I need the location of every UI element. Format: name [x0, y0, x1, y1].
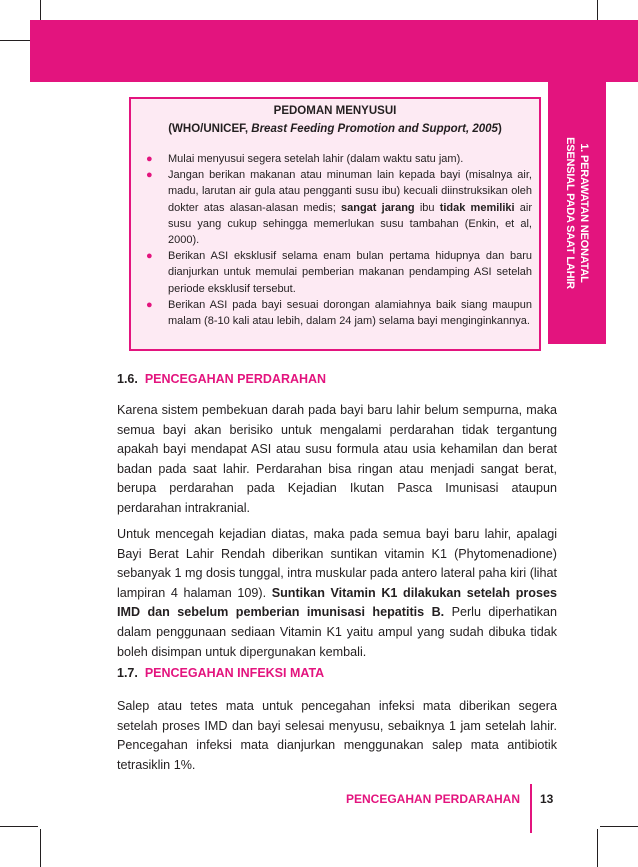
section-title: PENCEGAHAN PERDARAHAN [144, 372, 327, 386]
page-number: 13 [540, 792, 554, 806]
crop-mark [597, 829, 598, 867]
footer-divider [530, 784, 532, 833]
paragraph-vitamin-k1: Untuk mencegah kejadian diatas, maka pada semua bayi baru lahir, apalagi Bayi Berat Lahir Rendah diberikan suntikan vitamin K1 (Phytomenadione) sebanyak 1 mg dosis tunggal, intra muskular pada antero lateral paha kiri (lihat lampiran 4 halaman 109). Suntikan Vitamin K1 dilakukan setelah proses IMD dan sebelum pemberian imunisasi hepatitis B. Perlu diperhatikan dalam penggunaan sediaan Vitamin K1 yaitu ampul yang sudah dibuka tidak boleh disimpan untuk dipergunakan kembali. [117, 527, 558, 659]
guideline-item: ● Jangan berikan makanan atau minuman lain kepada bayi (misalnya air, madu, larutan air gula atau pengganti susu ibu) kecuali diinstruksikan oleh dokter atas alasan-alasan medis; sangat jarang ibu tidak memiliki air susu yang cukup sehingga memerlukan susu tambahan (Enkin, et al, 2000). [146, 169, 533, 247]
guideline-item: ● Mulai menyusui segera setelah lahir (dalam waktu satu jam). [146, 151, 532, 167]
guideline-title: PEDOMAN MENYUSUI [273, 105, 397, 117]
guideline-list [146, 151, 532, 329]
section-number: 1.7. [117, 666, 138, 680]
bullet-icon: ● [146, 169, 153, 182]
guideline-source-title: Breast Feeding Promotion and Support, 2005 [251, 123, 498, 135]
section-number: 1.6. [117, 372, 138, 386]
bullet-icon: ● [146, 153, 153, 165]
bullet-icon: ● [146, 250, 153, 263]
bullet-icon: ● [146, 298, 153, 311]
header-band [30, 20, 638, 82]
vitamin-k1-emphasis: Suntikan Vitamin K1 dilakukan setelah proses IMD dan sebelum pemberian imunisasi hepatitis B. [117, 585, 558, 620]
guideline-subtitle: (WHO/UNICEF, Breast Feeding Promotion and Support, 2005) [168, 123, 502, 135]
side-tab-line-1: 1. PERAWATAN NEONATAL [578, 143, 591, 283]
crop-mark [40, 829, 41, 867]
running-footer-title: PENCEGAHAN PERDARAHAN [345, 792, 520, 806]
paragraph-bleeding-risk: Karena sistem pembekuan darah pada bayi baru lahir belum sempurna, maka semua bayi akan berisiko untuk mengalami perdarahan tidak tergantung apakah bayi mendapat ASI atau susu formula atau usia kehamilan dan berat badan pada saat lahir. Perdarahan bisa ringan atau menjadi sangat berat, berupa perdarahan pada Kejadian Ikutan Pasca Imunisasi ataupun perdarahan intrakranial. [117, 403, 557, 515]
paragraph-eye-infection: Salep atau tetes mata untuk pencegahan infeksi mata diberikan segera setelah proses IMD dan bayi selesai menyusu, sebaiknya 1 jam setelah lahir. Pencegahan infeksi mata dianjurkan menggunakan salep mata antibiotik tetrasiklin 1%. [117, 699, 557, 772]
section-heading-1-6 [117, 371, 326, 387]
side-tab-line-2: ESENSIAL PADA SAAT LAHIR [564, 137, 577, 289]
crop-mark [0, 826, 38, 827]
guideline-item: ● Berikan ASI eksklusif selama enam bulan pertama hidupnya dan baru dianjurkan untuk memulai pemberian makanan pendamping ASI setelah periode eksklusif tersebut. [146, 250, 532, 295]
section-heading-1-7 [117, 665, 324, 681]
crop-mark [600, 826, 638, 827]
section-title: PENCEGAHAN INFEKSI MATA [144, 666, 325, 680]
chapter-side-tab-label [548, 82, 606, 344]
guideline-item: ● Berikan ASI pada bayi sesuai dorongan alamiahnya baik siang maupun malam (8-10 kali atau lebih, dalam 24 jam) selama bayi menginginkannya. [146, 298, 532, 328]
